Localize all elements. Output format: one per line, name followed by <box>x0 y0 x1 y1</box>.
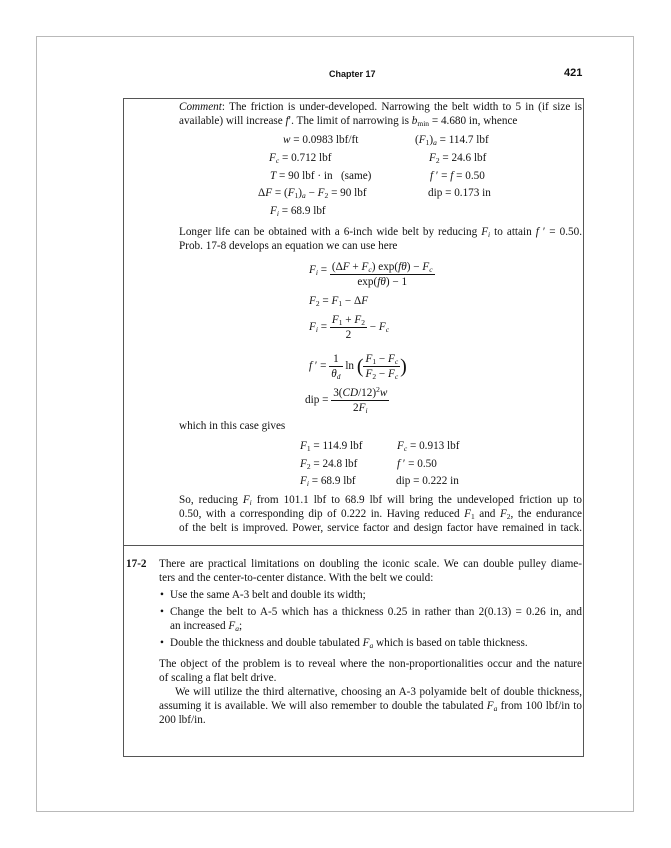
result-fprime: f ′ = f = 0.50 <box>430 170 485 182</box>
page-number: 421 <box>564 67 583 79</box>
bullet-2-line-1: Change the belt to A-5 which has a thickness 0.25 in rather than 2(0.13) = 0.26 in, and <box>170 606 582 618</box>
problem-line-1: There are practical limitations on doubling the iconic scale. We can double pulley diame- <box>159 558 582 570</box>
chapter-header: Chapter 17 <box>329 69 376 79</box>
equation-Fi-mean: $F_i$ = $\frac{F_1 + F_2}{2}$ − $F_c$ <box>309 314 390 341</box>
comment-label: Comment <box>179 101 222 113</box>
utilize-line-2: assuming it is available. We will also remember to double the tabulated $F_a$ from 100 lbf/in to <box>159 700 582 713</box>
longer-line-1: Longer life can be obtained with a 6-inch wide belt by reducing $F_i$ to attain f ′ = 0.50. <box>179 226 582 239</box>
result2-F2: $F_2 = 24.8$ lbf <box>300 458 358 471</box>
problem-line-2: ters and the center-to-center distance. With the belt we could: <box>159 572 434 584</box>
utilize-line-3: 200 lbf/in. <box>159 714 206 726</box>
longer-line-2: Prob. 17-8 develops an equation we can use here <box>179 240 398 252</box>
comment-line-1: Comment: The friction is under-developed. Narrowing the belt width to 5 in (if size is <box>179 101 582 113</box>
bullet-3: Double the thickness and double tabulated $F_a$ which is based on table thickness. <box>170 637 528 650</box>
equation-F2: $F_2 = F_1 - \Delta F$ <box>309 295 369 308</box>
utilize-line-1: We will utilize the third alternative, choosing an A-3 polyamide belt of double thickness, <box>175 686 582 698</box>
result2-F1: $F_1 = 114.9$ lbf <box>300 440 363 453</box>
result-w: w = 0.0983 lbf/ft <box>283 134 359 146</box>
comment-line-2: available) will increase f′. The limit of narrowing is $b_{min} = 4.680$ in, whence <box>179 115 518 128</box>
bullet-marker: • <box>160 606 164 618</box>
result2-Fi: $F_i = 68.9$ lbf <box>300 475 356 488</box>
bullet-1: Use the same A-3 belt and double its width; <box>170 589 366 601</box>
so-line-2: 0.50, with a corresponding dip of 0.222 in. Having reduced $F_1$ and $F_2$, the endurance <box>179 508 583 521</box>
bullet-marker: • <box>160 637 164 649</box>
result-Fc: $F_c = 0.712$ lbf <box>269 152 332 165</box>
result-Fi: $F_i = 68.9$ lbf <box>270 205 326 218</box>
result-dF: $\Delta F = (F_1)_a - F_2 = 90$ lbf <box>258 187 367 200</box>
which-text: which in this case gives <box>179 420 286 432</box>
result-F2: $F_2 = 24.6$ lbf <box>429 152 487 165</box>
result2-dip: dip = 0.222 in <box>396 475 459 487</box>
bullet-2-line-2: an increased $F_a$; <box>170 620 243 633</box>
result2-Fc: $F_c = 0.913$ lbf <box>397 440 460 453</box>
object-line-1: The object of the problem is to reveal where the non-proportionalities occur and the nature <box>159 658 582 670</box>
bullet-marker: • <box>160 589 164 601</box>
result-F1a: $(F_1)_a = 114.7$ lbf <box>415 134 489 147</box>
so-line-3: of the belt is improved. Power, service factor and design factor have remained in tack. <box>179 522 582 534</box>
result2-fprime: f ′ = 0.50 <box>397 458 437 470</box>
equation-Fi: $F_i$ = $\frac{(\Delta F + F_c) \exp(f\theta) - F_c}{\exp(f\theta) - 1}$ <box>309 261 433 288</box>
equation-dip: dip = $\frac{3(CD/12)^2w}{2F_i}$ <box>305 385 388 415</box>
result-dip: dip = 0.173 in <box>428 187 491 199</box>
equation-fprime: f ′ = $\frac{1}{\theta_d}$ ln ( $\frac{F_1 - F_c}{F_2 - F_c}$ ) <box>309 353 407 381</box>
so-line-1: So, reducing $F_i$ from 101.1 lbf to 68.9 lbf will bring the undeveloped friction up to <box>179 494 582 507</box>
problem-divider <box>123 545 584 546</box>
result-T: T = 90 lbf · in (same) <box>270 170 372 182</box>
problem-number: 17-2 <box>126 558 147 570</box>
object-line-2: of scaling a flat belt drive. <box>159 672 277 684</box>
